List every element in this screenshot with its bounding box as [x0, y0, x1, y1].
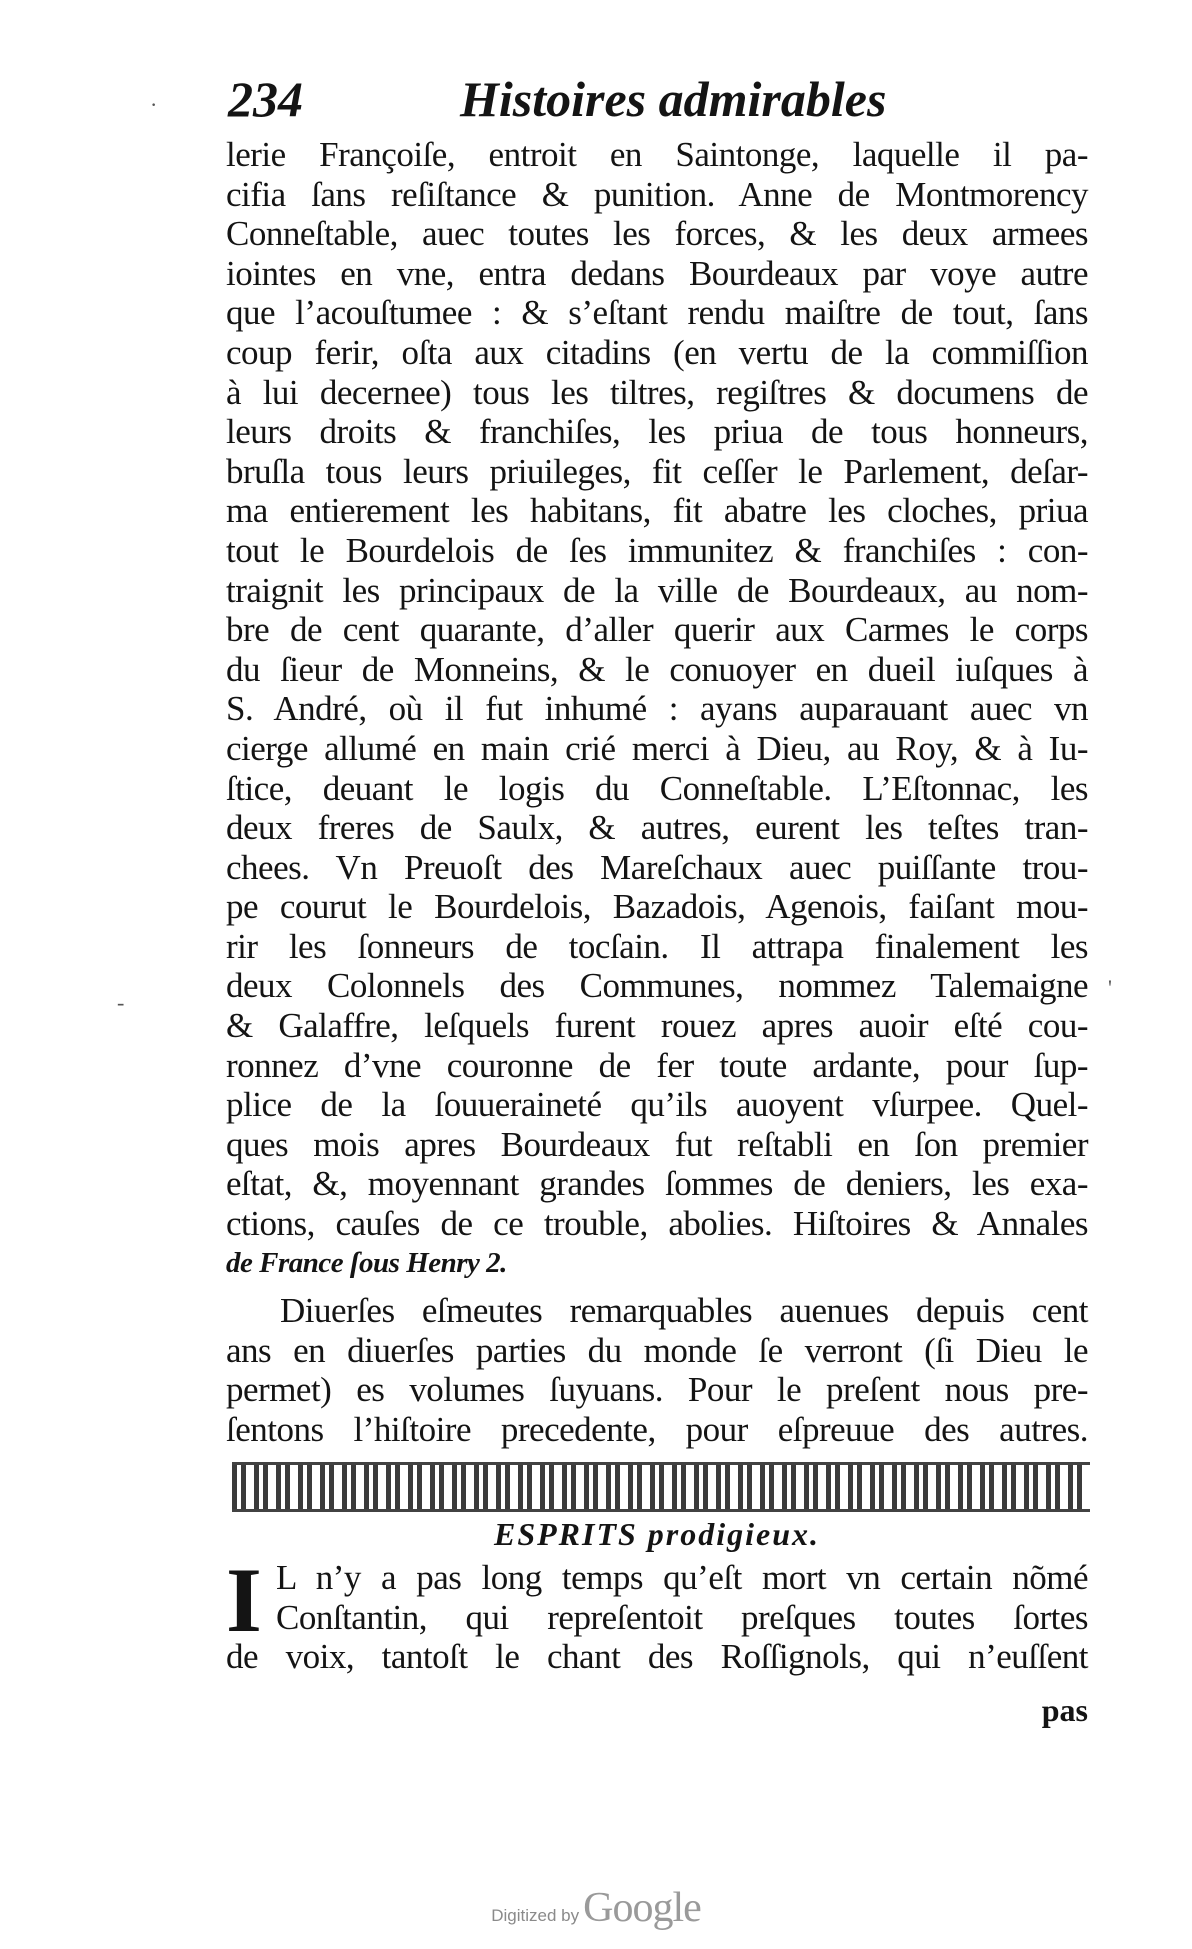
text-line: coup ferir, oſta aux citadins (en vertu de la commiſſion: [226, 332, 1088, 372]
text-line: chees. Vn Preuoſt des Mareſchaux auec puiſſante trou-: [226, 847, 1088, 887]
text-line: de voix, tantoſt le chant des Roſſignols, qui n’euſſent: [226, 1637, 1088, 1677]
margin-dot: ·: [150, 92, 158, 117]
text-line: ans en diuerſes parties du monde ſe verront (ſi Dieu le: [226, 1330, 1088, 1370]
text-line: iointes en vne, entra dedans Bourdeaux par voye autre: [226, 253, 1088, 293]
margin-dot-right: ': [1108, 975, 1112, 1000]
text-line: Conneſtable, auec toutes les forces, & les deux armees: [226, 214, 1088, 254]
text-line: que l’acouſtumee : & s’eſtant rendu maiſtre de tout, ſans: [226, 293, 1088, 333]
text-line: eſtat, &, moyennant grandes ſommes de deniers, les exa-: [226, 1164, 1088, 1204]
text-line: rir les ſonneurs de tocſain. Il attrapa finalement les: [226, 926, 1088, 966]
text-line: lerie Françoiſe, entroit en Saintonge, laquelle il pa-: [226, 135, 1088, 174]
text-line: traignit les principaux de la ville de Bourdeaux, au nom-: [226, 570, 1088, 610]
margin-dash: -: [117, 990, 125, 1015]
text-line: permet) es volumes ſuyuans. Pour le preſent nous pre-: [226, 1370, 1088, 1410]
text-line: leurs droits & franchiſes, les priua de tous honneurs,: [226, 412, 1088, 452]
ornamental-border: [232, 1462, 1090, 1512]
text-line: tout le Bourdelois de ſes immunitez & franchiſes : con-: [226, 530, 1088, 570]
text-line: cierge allumé en main crié merci à Dieu, au Roy, & à Iu-: [226, 728, 1088, 768]
google-watermark: [0, 1884, 1192, 1932]
text-line: à lui decernee) tous les tiltres, regiſtres & documens de: [226, 372, 1088, 412]
catchword: pas: [1041, 1692, 1088, 1728]
running-head: [228, 70, 1088, 140]
text-line: ſtice, deuant le logis du Conneſtable. L’Eſtonnac, les: [226, 768, 1088, 808]
text-line: ſentons l’hiſtoire precedente, pour eſpreuue des autres.: [226, 1410, 1088, 1449]
text-line: plice de la ſouueraineté qu’ils auoyent vſurpee. Quel-: [226, 1085, 1088, 1125]
text-line: bruſla tous leurs priuileges, fit ceſſer le Parlement, deſar-: [226, 451, 1088, 491]
citation-line: de France ſous Henry 2.: [226, 1246, 507, 1279]
text-line: deux freres de Saulx, & autres, eurent les teſtes tran-: [226, 808, 1088, 848]
text-line: S. André, où il fut inhumé : ayans auparauant auec vn: [226, 689, 1088, 729]
text-line: ma entierement les habitans, fit abatre les cloches, priua: [226, 491, 1088, 531]
drop-cap: I: [226, 1549, 262, 1651]
text-line: pe courut le Bourdelois, Bazadois, Agenois, faiſant mou-: [226, 887, 1088, 927]
page-number: 234: [228, 71, 303, 127]
text-line: ques mois apres Bourdeaux fut reſtabli en ſon premier: [226, 1124, 1088, 1164]
text-line: deux Colonnels des Communes, nommez Talemaigne: [226, 966, 1088, 1006]
section-title: ESPRITS prodigieux.: [493, 1516, 821, 1552]
section-text: [226, 1549, 1088, 1677]
running-title: Histoires admirables: [460, 71, 887, 127]
text-line: du ſieur de Monneins, & le conuoyer en dueil iuſques à: [226, 649, 1088, 689]
text-line: bre de cent quarante, d’aller querir aux Carmes le corps: [226, 610, 1088, 650]
text-line: Diuerſes eſmeutes remarquables auenues depuis cent: [280, 1291, 1088, 1331]
google-logo-text: Google: [583, 1885, 701, 1931]
text-line: L n’y a pas long temps qu’eſt mort vn certain nõmé: [276, 1558, 1088, 1597]
text-line: ronnez d’vne couronne de fer toute ardante, pour ſup-: [226, 1045, 1088, 1085]
text-line: ctions, cauſes de ce trouble, abolies. Hiſtoires & Annales: [226, 1204, 1088, 1244]
digitized-by-label: Digitized by: [491, 1906, 580, 1925]
main-text: [226, 135, 1088, 1450]
text-line: Conſtantin, qui repreſentoit preſques toutes ſortes: [276, 1597, 1088, 1637]
text-line: & Galaffre, leſquels furent rouez apres auoir eſté cou-: [226, 1006, 1088, 1046]
text-line: cifia ſans reſiſtance & punition. Anne de Montmorency: [226, 174, 1088, 214]
